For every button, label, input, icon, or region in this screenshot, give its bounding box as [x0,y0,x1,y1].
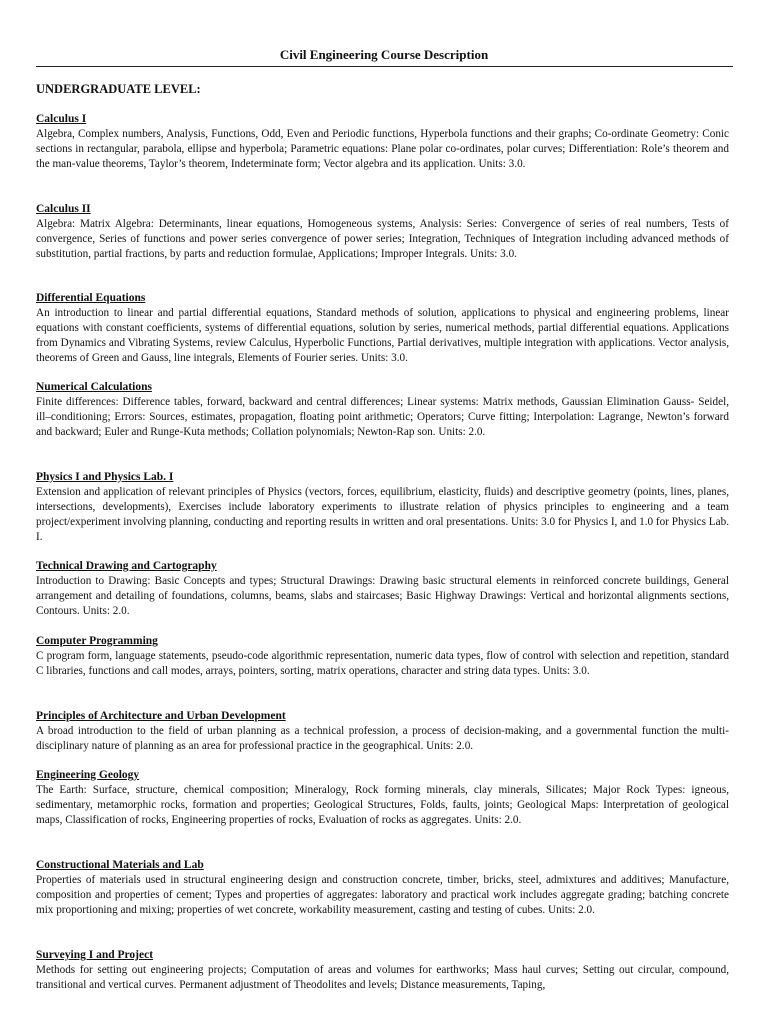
course-architecture-urban [36,709,729,754]
course-description: Extension and application of relevant principles of Physics (vectors, forces, equilibrium, elasticity, fluids) and descriptive geometry (points, lines, planes, intersections, developments), Exercises include laboratory experiments to illustrate relation of physics principles to engineering and a team project/experiment involving planning, conducting and reporting results in written and oral presentations. Units: 3.0 for Physics I, and 1.0 for Physics Lab. I. [36,486,729,543]
course-description: Properties of materials used in structural engineering design and construction concrete, timber, bricks, steel, admixtures and additives; Manufacture, composition and properties of cement; Types and properties of aggregates: laboratory and practical work includes aggregate grading; batching concrete mix proportioning and mixing; properties of wet concrete, workability measurement, casting and testing of cubes. Units: 2.0. [36,874,729,916]
course-title: Calculus II [36,203,91,215]
course-description: A broad introduction to the field of urban planning as a technical profession, a process of decision-making, and a governmental function the multi-disciplinary nature of planning as an area for professional practice in the geographical. Units: 2.0. [36,725,729,752]
course-physics-1 [36,470,729,545]
course-description: An introduction to linear and partial differential equations, Standard methods of solution, applications to physical and engineering problems, linear equations with constant coefficients, systems of differential equations, solution by series, numerical methods, partial differential equations. Applications from Dynamics and Vibrating Systems, review Calculus, Hyperbolic Functions, Partial derivatives, multiple integration with applications. Vector analysis, theorems of Green and Gauss, line integrals, Elements of Fourier series. Units: 3.0. [36,307,729,364]
level-heading: UNDERGRADUATE LEVEL: [36,82,201,96]
course-construction-materials [36,858,729,918]
course-description: Methods for setting out engineering projects; Computation of areas and volumes for earthworks; Mass haul curves; Setting out circular, compound, transitional and vertical curves. Permanent adjustment of Theodolites and levels; Distance measurements, Taping, [36,964,729,991]
course-calculus-1 [36,112,729,172]
course-surveying-1 [36,948,729,993]
course-title: Engineering Geology [36,769,140,781]
course-title: Computer Programming [36,635,158,647]
course-computer-programming [36,634,729,679]
course-title: Physics I and Physics Lab. I [36,471,174,483]
document-title: Civil Engineering Course Description [279,47,489,62]
course-technical-drawing [36,559,729,619]
course-description: Algebra: Matrix Algebra: Determinants, linear equations, Homogeneous systems, Analysis: Series: Convergence of series of real numbers, Tests of convergence, Series of functions and power series convergence of power series; Integration, Techniques of Integration including advanced methods of substitution, partial fractions, by parts and reduction formulae, Applications; Improper Integrals. Units: 3.0. [36,218,729,260]
course-engineering-geology [36,768,729,828]
course-description: Algebra, Complex numbers, Analysis, Functions, Odd, Even and Periodic functions, Hyperbola functions and their graphs; Co-ordinate Geometry: Conic sections in rectangular, parabola, ellipse and hyperbola; Parametric equations: Plane polar co-ordinates, polar curves; Differentiation: Role’s theorem and the man-value theorems, Taylor’s theorem, Indeterminate form; Vector algebra and its application. Units: 3.0. [36,128,729,170]
course-title: Principles of Architecture and Urban Development [36,710,286,722]
course-description: C program form, language statements, pseudo-code algorithmic representation, numeric data types, flow of control with selection and repetition, standard C libraries, functions and call modes, arrays, pointers, sorting, matrix operations, character and string data types. Units: 3.0. [36,650,729,677]
course-title: Calculus I [36,113,87,125]
course-differential-equations [36,291,729,366]
course-title: Technical Drawing and Cartography [36,560,217,572]
course-title: Differential Equations [36,292,146,304]
course-calculus-2 [36,202,729,262]
title-divider [36,66,733,67]
course-title: Surveying I and Project [36,949,154,961]
course-title: Constructional Materials and Lab [36,859,204,871]
course-description: Introduction to Drawing: Basic Concepts and types; Structural Drawings: Drawing basic structural elements in reinforced concrete buildings, General arrangement and detailing of foundations, columns, beams, slabs and staircases; Basic Highway Drawings: Vertical and horizontal alignments sections, Contours. Units: 2.0. [36,575,729,617]
course-numerical-calculations [36,380,729,440]
course-description: The Earth: Surface, structure, chemical composition; Mineralogy, Rock forming minerals, clay minerals, Silicates; Major Rock Types: igneous, sedimentary, metamorphic rocks, formation and properties; Geological Structures, Folds, faults, joints; Geological Maps: Interpretation of geological maps, Classification of rocks, Engineering properties of rocks, Evaluation of rocks as aggregates. Units: 2.0. [36,784,729,826]
course-title: Numerical Calculations [36,381,152,393]
course-description: Finite differences: Difference tables, forward, backward and central differences; Linear systems: Matrix methods, Gaussian Elimination Gauss- Seidel, ill–conditioning; Errors: Sources, estimates, propagation, floating point arithmetic; Operators; Curve fitting; Interpolation: Lagrange, Newton’s forward and backward; Euler and Runge-Kuta methods; Collation polynomials; Newton-Rap son. Units: 2.0. [36,396,729,438]
